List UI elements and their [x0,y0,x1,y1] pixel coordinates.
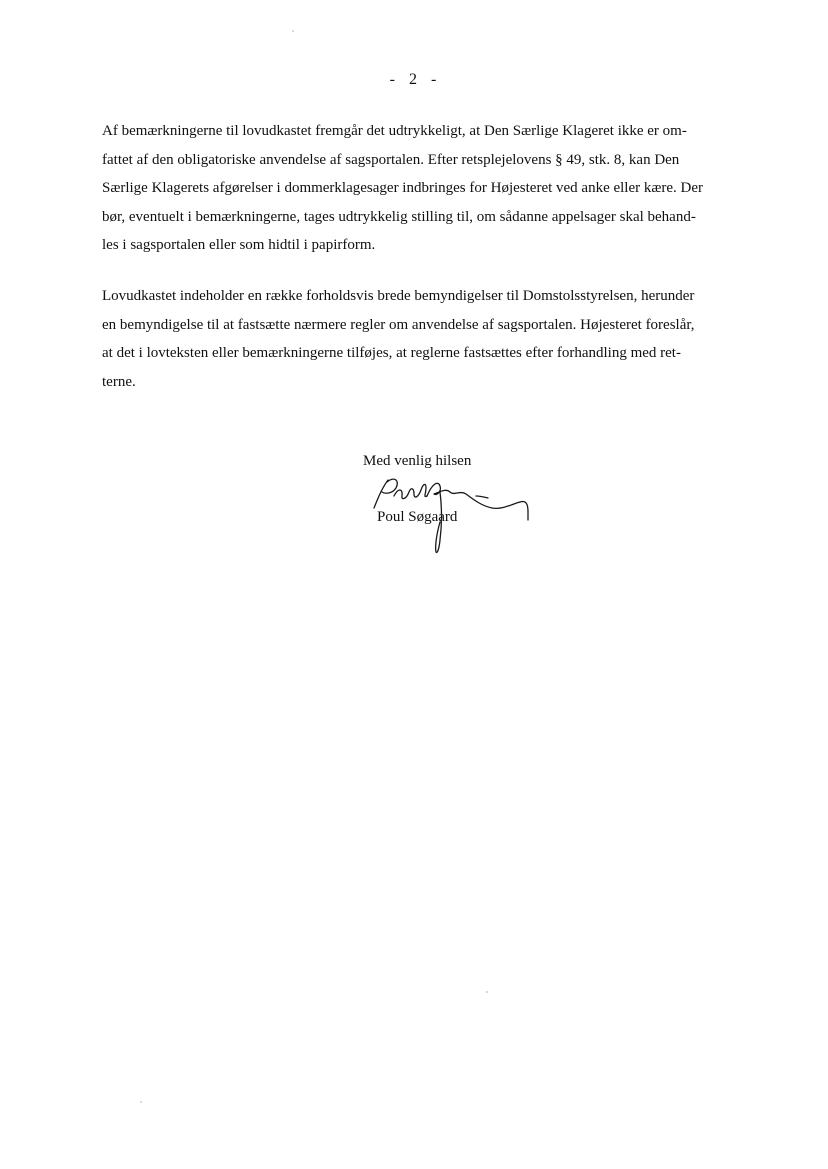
paragraph-line: bør, eventuelt i bemærkningerne, tages udtrykkelig stilling til, om sådanne appelsager skal behand- [102,208,696,225]
paragraph-bemyndigelser [102,282,742,396]
signer-name: Poul Søgaard [377,509,458,525]
scan-speck [486,991,488,993]
paragraph-line: Af bemærkningerne til lovudkastet fremgår det udtrykkeligt, at Den Særlige Klageret ikke er om- [102,123,687,139]
paragraph-line: terne. [102,373,136,390]
paragraph-line: fattet af den obligatoriske anvendelse af sagsportalen. Efter retsplejelovens § 49, stk. 8, kan Den [102,151,680,168]
paragraph-line: at det i lovteksten eller bemærkningerne tilføjes, at reglerne fastsættes efter forhandling med ret- [102,345,681,361]
scan-speck [292,30,294,32]
closing-salutation: Med venlig hilsen [363,453,472,469]
scan-speck [140,1101,142,1103]
handwritten-signature-icon [370,474,540,564]
paragraph-sagsportal-exemption [102,117,742,260]
paragraph-line: Særlige Klagerets afgørelser i dommerklagesager indbringes for Højesteret ved anke eller kære. Der [102,180,704,196]
page-number: - 2 - [389,71,439,88]
paragraph-line: en bemyndigelse til at fastsætte nærmere regler om anvendelse af sagsportalen. Højesteret foreslår, [102,316,695,333]
paragraph-line: Lovudkastet indeholder en række forholdsvis brede bemyndigelser til Domstolsstyrelsen, herunder [102,288,695,304]
paragraph-line: les i sagsportalen eller som hidtil i papirform. [102,237,376,253]
